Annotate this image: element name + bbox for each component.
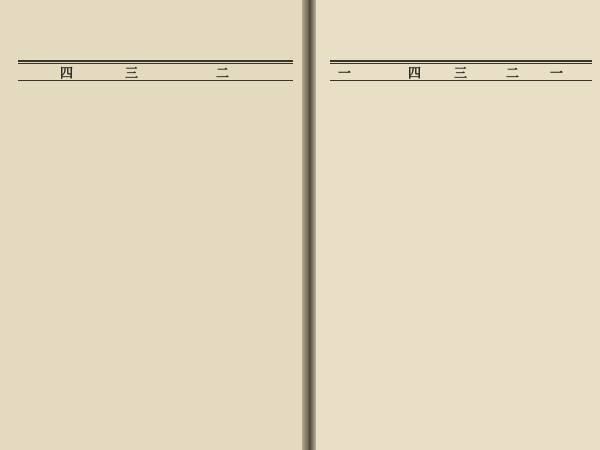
right-section-number: 三 (451, 66, 466, 79)
right-section-number: 四 (405, 66, 420, 79)
left-section-number: 四 (57, 66, 72, 79)
left-section-number: 二 (213, 66, 228, 79)
right-top-rule-thin (330, 63, 592, 64)
left-section-number: 三 (122, 66, 137, 79)
right-section-number: 二 (503, 66, 518, 79)
left-top-rule (18, 60, 293, 62)
right-section-number: 一 (335, 66, 350, 79)
left-top-rule-thin (18, 63, 293, 64)
left-section-rule (18, 80, 293, 81)
right-section-rule (330, 80, 592, 81)
right-section-number: 一 (547, 66, 562, 79)
right-top-rule (330, 60, 592, 62)
book-gutter (302, 0, 316, 450)
